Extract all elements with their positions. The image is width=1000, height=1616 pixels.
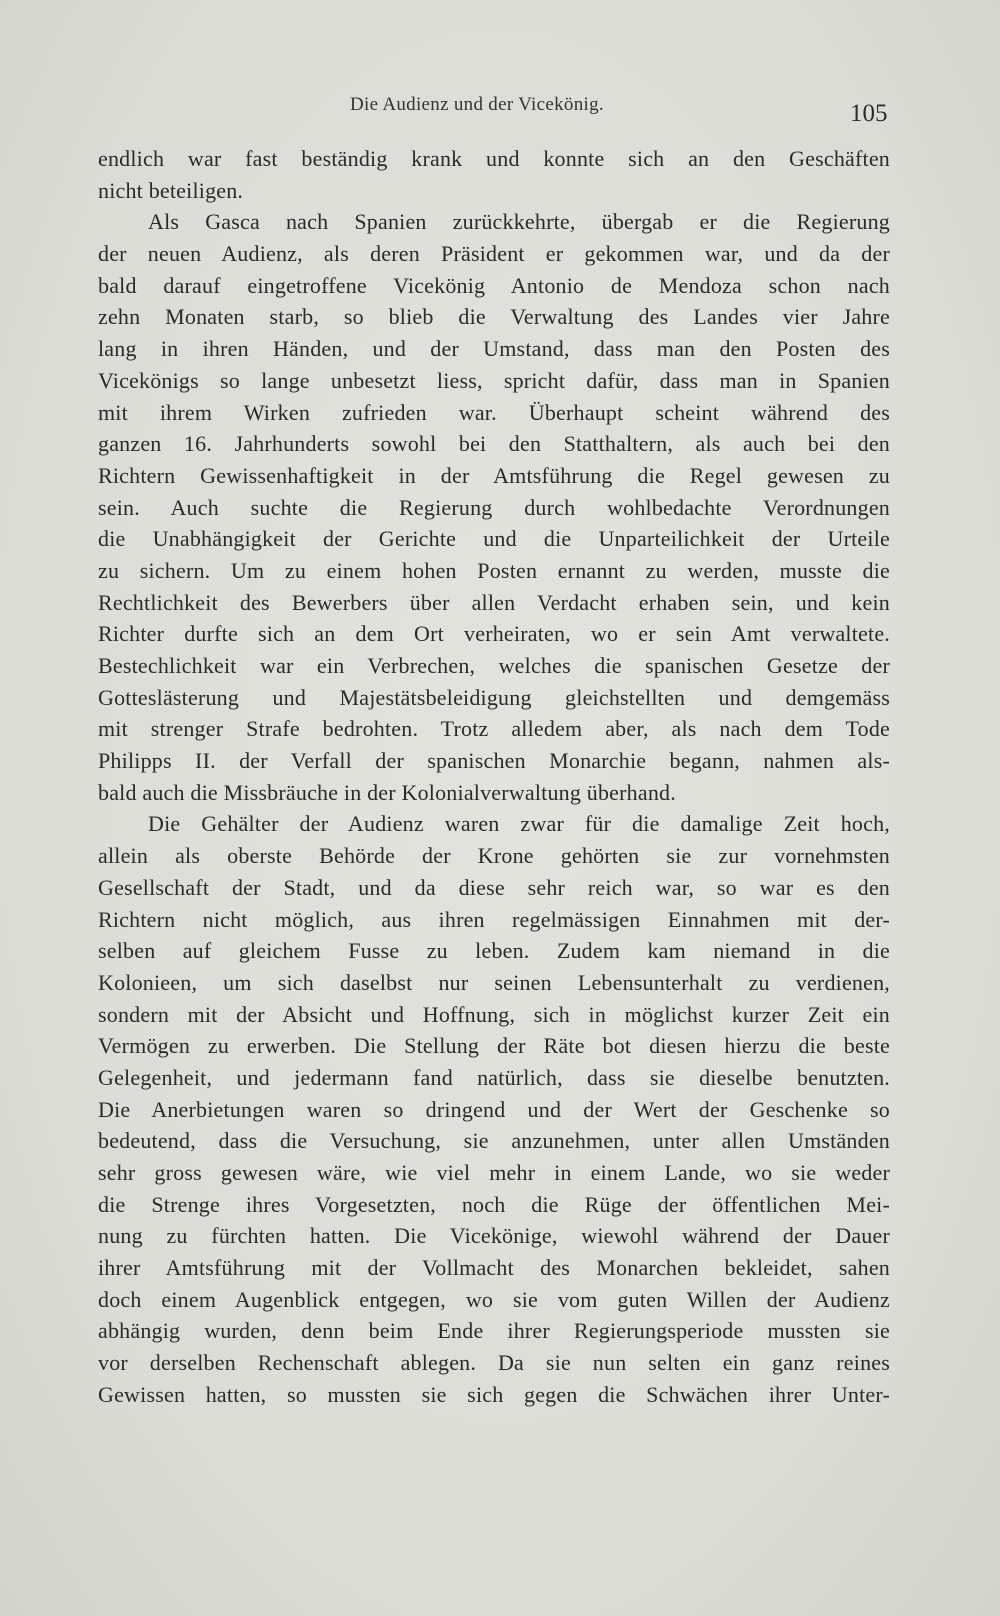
text-line: Kolonieen, um sich daselbst nur seinen Lebensunterhalt zu verdienen, [98, 969, 890, 995]
text-line: nicht beteiligen. [98, 177, 244, 203]
text-line: sehr gross gewesen wäre, wie viel mehr in einem Lande, wo sie weder [98, 1160, 890, 1185]
text-line: Gesellschaft der Stadt, und da diese sehr reich war, so war es den [98, 874, 890, 900]
text-line: sein. Auch suchte die Regierung durch wohlbedachte Verordnungen [98, 494, 890, 520]
text-line: selben auf gleichem Fusse zu leben. Zudem kam niemand in die [98, 938, 890, 964]
text-line: vor derselben Rechenschaft ablegen. Da sie nun selten ein ganz reines [98, 1350, 890, 1376]
running-head [0, 94, 1000, 127]
text-line: ihrer Amtsführung mit der Vollmacht des Monarchen bekleidet, sahen [98, 1255, 890, 1281]
text-line: bald auch die Missbräuche in der Kolonialverwaltung überhand. [98, 779, 676, 805]
text-line: Gotteslästerung und Majestätsbeleidigung gleichstellten und demgemäss [98, 684, 890, 710]
text-line: die Strenge ihres Vorgesetzten, noch die Rüge der öffentlichen Mei- [98, 1191, 890, 1217]
text-line: Vermögen zu erwerben. Die Stellung der Räte bot diesen hierzu die beste [98, 1033, 890, 1059]
text-line: bedeutend, dass die Versuchung, sie anzunehmen, unter allen Umständen [98, 1128, 890, 1154]
text-line: mit strenger Strafe bedrohten. Trotz alledem aber, als nach dem Tode [98, 716, 890, 742]
text-line: nung zu fürchten hatten. Die Vicekönige, wiewohl während der Dauer [98, 1223, 890, 1249]
text-line: zu sichern. Um zu einem hohen Posten ernannt zu werden, musste die [98, 557, 890, 583]
text-line: mit ihrem Wirken zufrieden war. Überhaupt scheint während des [98, 399, 890, 425]
text-line: zehn Monaten starb, so blieb die Verwaltung des Landes vier Jahre [98, 304, 890, 330]
text-line: Richtern Gewissenhaftigkeit in der Amtsführung die Regel gewesen zu [98, 462, 890, 488]
text-line: lang in ihren Händen, und der Umstand, dass man den Posten des [98, 336, 890, 362]
text-line: Vicekönigs so lange unbesetzt liess, spricht dafür, dass man in Spanien [98, 367, 890, 393]
page-number: 105 [850, 100, 888, 127]
text-line: Rechtlichkeit des Bewerbers über allen Verdacht erhaben sein, und kein [98, 589, 890, 615]
text-line: endlich war fast beständig krank und konnte sich an den Geschäften [98, 146, 890, 171]
text-line: Richtern nicht möglich, aus ihren regelmässigen Einnahmen mit der- [98, 906, 890, 932]
text-line: doch einem Augenblick entgegen, wo sie vom guten Willen der Audienz [98, 1286, 890, 1312]
text-line: Als Gasca nach Spanien zurückkehrte, übergab er die Regierung [148, 209, 890, 235]
text-line: Richter durfte sich an dem Ort verheiraten, wo er sein Amt verwaltete. [98, 621, 890, 647]
text-line: allein als oberste Behörde der Krone gehörten sie zur vornehmsten [98, 843, 890, 869]
text-line: Gelegenheit, und jedermann fand natürlich, dass sie dieselbe benutzten. [98, 1064, 890, 1090]
text-line: die Unabhängigkeit der Gerichte und die Unparteilichkeit der Urteile [98, 526, 890, 552]
text-line: Philipps II. der Verfall der spanischen Monarchie begann, nahmen als- [98, 748, 890, 774]
running-title: Die Audienz und der Vicekönig. [350, 94, 604, 115]
text-line: bald darauf eingetroffene Vicekönig Antonio de Mendoza schon nach [98, 272, 890, 298]
text-line: sondern mit der Absicht und Hoffnung, sich in möglichst kurzer Zeit ein [98, 1001, 890, 1027]
text-line: abhängig wurden, denn beim Ende ihrer Regierungsperiode mussten sie [98, 1318, 890, 1344]
text-line: Gewissen hatten, so mussten sie sich gegen die Schwächen ihrer Unter- [98, 1381, 890, 1407]
text-line: der neuen Audienz, als deren Präsident er gekommen war, und da der [98, 241, 890, 267]
text-line: Die Gehälter der Audienz waren zwar für die damalige Zeit hoch, [148, 811, 890, 837]
text-line: ganzen 16. Jahrhunderts sowohl bei den Statthaltern, als auch bei den [98, 431, 890, 457]
text-line: Die Anerbietungen waren so dringend und der Wert der Geschenke so [98, 1096, 890, 1122]
text-line: Bestechlichkeit war ein Verbrechen, welches die spanischen Gesetze der [98, 653, 890, 678]
body-text [98, 143, 890, 1411]
